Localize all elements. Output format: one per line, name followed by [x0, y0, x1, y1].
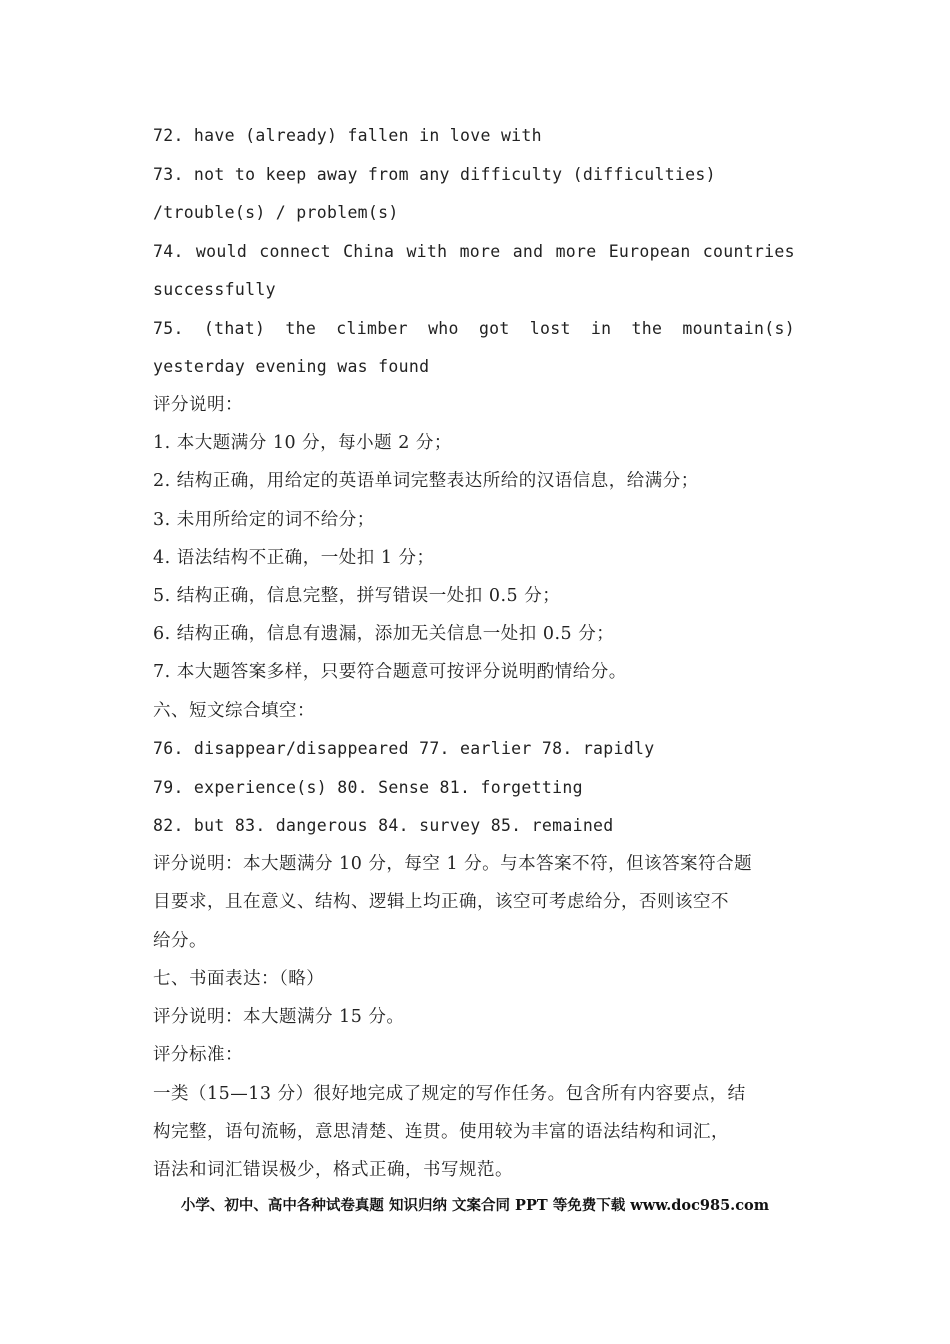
scoring-note-6-end: 给分。: [153, 931, 207, 951]
word: more: [459, 242, 501, 261]
word: more: [555, 242, 597, 261]
scoring-rule-5: 5. 结构正确，信息完整，拼写错误一处扣 0.5 分；: [153, 586, 561, 606]
word: would: [195, 242, 248, 261]
section-heading-7: 七、书面表达：（略）: [153, 969, 325, 989]
answers-82-85: 82. but 83. dangerous 84. survey 85. remained: [153, 816, 614, 835]
word: countries: [702, 242, 795, 261]
word: 75.: [153, 319, 184, 338]
word: (that): [203, 319, 266, 338]
page-footer: 小学、初中、高中各种试卷真题 知识归纳 文案合同 PPT 等免费下载 www.doc985.com: [180, 1197, 770, 1214]
word: 74.: [153, 242, 184, 261]
scoring-rule-1: 1. 本大题满分 10 分，每小题 2 分；: [153, 433, 452, 453]
section-heading-6: 六、短文综合填空：: [153, 701, 315, 721]
word: connect: [259, 242, 331, 261]
scoring-rule-3: 3. 未用所给定的词不给分；: [153, 510, 375, 530]
word: the: [631, 319, 663, 338]
answer-75: [153, 318, 795, 340]
criteria-category-1-cont: 构完整，语句流畅，意思清楚、连贯。使用较为丰富的语法结构和词汇，: [153, 1122, 729, 1142]
word: and: [512, 242, 544, 261]
scoring-note-6-cont: 目要求，且在意义、结构、逻辑上均正确，该空可考虑给分，否则该空不: [153, 892, 729, 912]
word: lost: [529, 319, 571, 338]
word: climber: [336, 319, 408, 338]
word: in: [590, 319, 612, 338]
answers-79-81: 79. experience(s) 80. Sense 81. forgetting: [153, 778, 583, 797]
word: European: [608, 242, 691, 261]
word: got: [478, 319, 510, 338]
answer-74-cont: successfully: [153, 280, 276, 299]
word: with: [406, 242, 448, 261]
word: China: [343, 242, 395, 261]
answer-74: [153, 241, 795, 263]
scoring-rule-2: 2. 结构正确，用给定的英语单词完整表达所给的汉语信息，给满分；: [153, 471, 699, 491]
scoring-note-6: 评分说明：本大题满分 10 分，每空 1 分。与本答案不符，但该答案符合题: [153, 854, 753, 874]
word: mountain(s): [682, 319, 795, 338]
scoring-rule-7: 7. 本大题答案多样，只要符合题意可按评分说明酌情给分。: [153, 662, 627, 682]
scoring-rule-4: 4. 语法结构不正确，一处扣 1 分；: [153, 548, 435, 568]
word: the: [285, 319, 317, 338]
answers-76-78: 76. disappear/disappeared 77. earlier 78. rapidly: [153, 739, 655, 758]
criteria-category-1: 一类（15—13 分）很好地完成了规定的写作任务。包含所有内容要点，结: [153, 1084, 746, 1104]
criteria-category-1-end: 语法和词汇错误极少，格式正确，书写规范。: [153, 1160, 513, 1180]
scoring-rule-6: 6. 结构正确，信息有遗漏，添加无关信息一处扣 0.5 分；: [153, 624, 615, 644]
answer-72: 72. have (already) fallen in love with: [153, 126, 542, 145]
word: who: [428, 319, 459, 338]
answer-75-cont: yesterday evening was found: [153, 357, 430, 376]
answer-73-cont: /trouble(s) / problem(s): [153, 203, 399, 222]
criteria-heading: 评分标准：: [153, 1045, 243, 1065]
answer-73: 73. not to keep away from any difficulty (difficulties): [153, 165, 716, 184]
scoring-note-7: 评分说明：本大题满分 15 分。: [153, 1007, 405, 1027]
scoring-heading: 评分说明：: [153, 395, 243, 415]
